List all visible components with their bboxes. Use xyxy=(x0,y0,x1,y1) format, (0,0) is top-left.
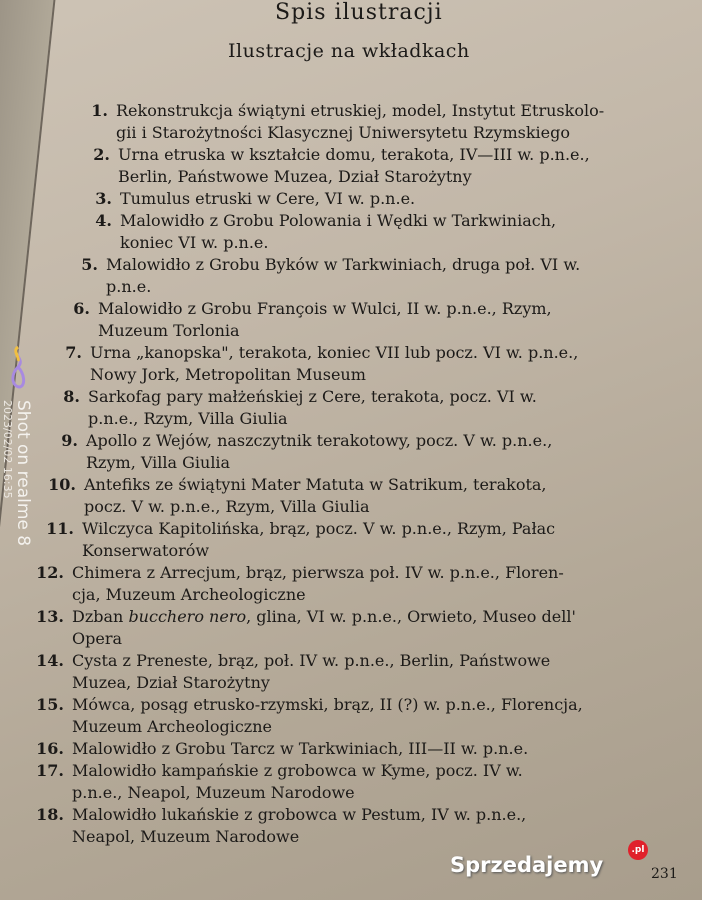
item-line: Rzym, Villa Giulia xyxy=(86,453,231,472)
item-number: 16. xyxy=(36,739,64,758)
item-line: Muzea, Dział Starożytny xyxy=(72,673,270,692)
item-text: , glina, VI w. p.n.e., Orwieto, Museo dell' xyxy=(246,607,576,626)
item-line: Malowidło z Grobu Byków w Tarkwiniach, druga poł. VI w. xyxy=(106,255,581,274)
item-line: p.n.e., Rzym, Villa Giulia xyxy=(88,409,288,428)
item-line: Malowidło lukańskie z grobowca w Pestum, IV w. p.n.e., xyxy=(72,805,527,824)
item-line: Malowidło z Grobu Polowania i Wędki w Tarkwiniach, xyxy=(120,211,557,230)
item-number: 17. xyxy=(36,761,64,780)
list-item xyxy=(34,562,654,606)
list-item xyxy=(34,804,654,848)
item-line: p.n.e. xyxy=(106,277,152,296)
item-line: Sarkofag pary małżeńskiej z Cere, terakota, pocz. VI w. xyxy=(88,387,537,406)
list-item xyxy=(34,606,654,650)
item-line: Cysta z Preneste, brąz, poł. IV w. p.n.e., Berlin, Państwowe xyxy=(72,651,551,670)
item-line: Chimera z Arrecjum, brąz, pierwsza poł. IV w. p.n.e., Floren- xyxy=(72,563,564,582)
item-line: cja, Muzeum Archeologiczne xyxy=(72,585,306,604)
item-number: 5. xyxy=(81,255,98,274)
list-item xyxy=(68,254,688,298)
item-number: 4. xyxy=(95,211,112,230)
item-line: p.n.e., Neapol, Muzeum Narodowe xyxy=(72,783,355,802)
item-line: Apollo z Wejów, naszczytnik terakotowy, pocz. V w. p.n.e., xyxy=(86,431,553,450)
item-number: 7. xyxy=(65,343,82,362)
list-item xyxy=(34,760,654,804)
item-number: 8. xyxy=(63,387,80,406)
item-number: 13. xyxy=(36,607,64,626)
item-line: Wilczyca Kapitolińska, brąz, pocz. V w. p.n.e., Rzym, Pałac xyxy=(82,519,556,538)
camera-watermark: Shot on realme 8 xyxy=(13,400,33,547)
item-line: Mówca, posąg etrusko-rzymski, brąz, II (?) w. p.n.e., Florencja, xyxy=(72,695,583,714)
item-line xyxy=(72,606,654,628)
list-item xyxy=(46,474,666,518)
list-item xyxy=(50,386,670,430)
item-line: Muzeum Torlonia xyxy=(98,321,240,340)
section-subtitle: Ilustracje na wkładkach xyxy=(228,40,470,62)
item-number: 9. xyxy=(61,431,78,450)
list-item xyxy=(34,650,654,694)
item-line: Nowy Jork, Metropolitan Museum xyxy=(90,365,366,384)
item-number: 14. xyxy=(36,651,64,670)
item-text: bucchero nero xyxy=(128,607,247,626)
item-number: 2. xyxy=(93,145,110,164)
item-number: 1. xyxy=(91,101,108,120)
item-number: 6. xyxy=(73,299,90,318)
camera-timestamp: 2023/02/02 16:35 xyxy=(1,400,14,499)
page-title: Spis ilustracji xyxy=(275,0,443,25)
item-line: Muzeum Archeologiczne xyxy=(72,717,272,736)
item-line: Berlin, Państwowe Muzea, Dział Starożytny xyxy=(118,167,472,186)
item-number: 3. xyxy=(95,189,112,208)
item-line: pocz. V w. p.n.e., Rzym, Villa Giulia xyxy=(84,497,370,516)
list-item xyxy=(52,342,672,386)
list-item xyxy=(82,188,702,210)
item-number: 12. xyxy=(36,563,64,582)
item-text: Dzban xyxy=(72,607,129,626)
item-line: Opera xyxy=(72,629,123,648)
sprzedajemy-pl-badge: .pl xyxy=(628,840,648,860)
item-line: Urna „kanopska", terakota, koniec VII lub pocz. VI w. p.n.e., xyxy=(90,343,579,362)
item-number: 18. xyxy=(36,805,64,824)
item-line: Konserwatorów xyxy=(82,541,210,560)
sprzedajemy-logo: Sprzedajemy xyxy=(450,853,604,877)
item-line: Malowidło z Grobu François w Wulci, II w. p.n.e., Rzym, xyxy=(98,299,552,318)
realme-logo-icon xyxy=(8,345,28,390)
list-item xyxy=(80,144,700,188)
item-line: Antefiks ze świątyni Mater Matuta w Satrikum, terakota, xyxy=(84,475,547,494)
item-line: Malowidło kampańskie z grobowca w Kyme, pocz. IV w. xyxy=(72,761,523,780)
list-item xyxy=(60,298,680,342)
list-item xyxy=(34,738,654,760)
item-line: koniec VI w. p.n.e. xyxy=(120,233,269,252)
page-number: 231 xyxy=(651,866,678,882)
item-line: Malowidło z Grobu Tarcz w Tarkwiniach, III—II w. p.n.e. xyxy=(72,739,529,758)
list-item xyxy=(82,210,702,254)
item-line: Tumulus etruski w Cere, VI w. p.n.e. xyxy=(120,189,416,208)
item-number: 11. xyxy=(46,519,74,538)
item-number: 10. xyxy=(48,475,76,494)
item-line: gii i Starożytności Klasycznej Uniwersytetu Rzymskiego xyxy=(116,123,570,142)
list-item xyxy=(34,694,654,738)
list-item xyxy=(78,100,698,144)
list-item xyxy=(48,430,668,474)
item-line: Rekonstrukcja świątyni etruskiej, model, Instytut Etruskolo- xyxy=(116,101,605,120)
item-line: Neapol, Muzeum Narodowe xyxy=(72,827,300,846)
list-item xyxy=(44,518,664,562)
item-line: Urna etruska w kształcie domu, terakota, IV—III w. p.n.e., xyxy=(118,145,590,164)
item-number: 15. xyxy=(36,695,64,714)
